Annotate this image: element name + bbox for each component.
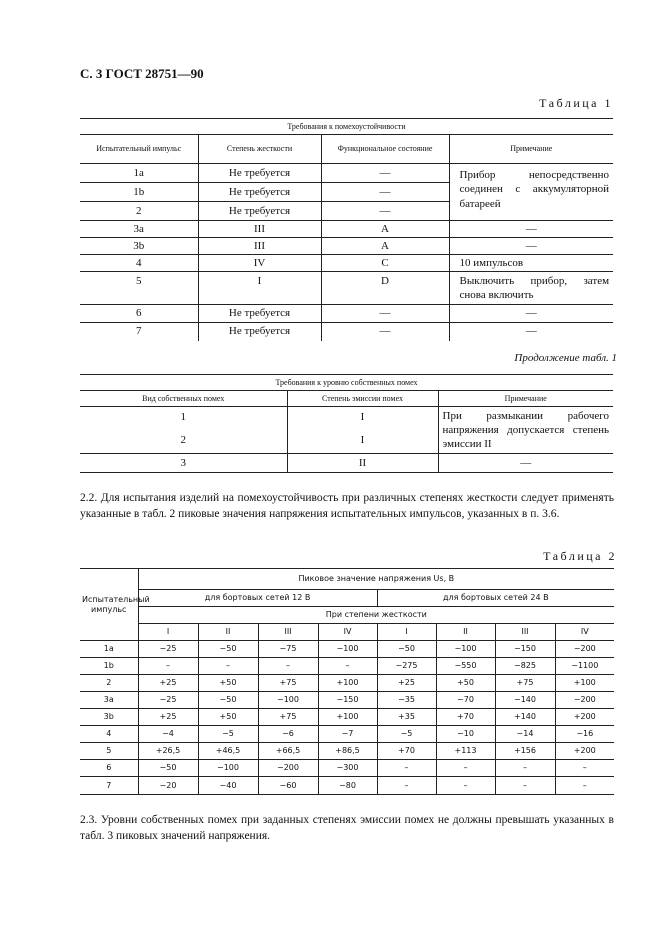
table2-cell: −25 [138, 641, 198, 658]
table2-cell: −35 [377, 692, 436, 709]
table2-row-label: 1a [80, 641, 138, 658]
table1-caption: Таблица 1 [539, 96, 613, 110]
table2-degree: IV [318, 624, 377, 641]
table2-cell: +113 [436, 743, 495, 760]
table1-cell: — [321, 183, 449, 202]
table2-cell: −100 [198, 760, 258, 777]
table1-header-note: Примечание [449, 135, 613, 164]
table1-cell: 10 импульсов [449, 255, 613, 272]
table1-cell: — [321, 305, 449, 323]
table2-cell: +50 [198, 709, 258, 726]
table2-cell: −16 [555, 726, 614, 743]
table1-cell: Не требуется [198, 164, 321, 183]
table2-cell: +50 [198, 675, 258, 692]
table1-cell: Не требуется [198, 305, 321, 323]
table2-row-label: 2 [80, 675, 138, 692]
table1-cell: Выключить прибор, затем снова включить [449, 272, 613, 305]
table2-cell: – [138, 658, 198, 675]
table2-cell: +140 [495, 709, 555, 726]
table2-cell: +66,5 [258, 743, 318, 760]
table2-cell: +200 [555, 743, 614, 760]
table2-row-label: 3a [80, 692, 138, 709]
table1-cell: — [449, 305, 613, 323]
table1b-cell: II [287, 454, 438, 473]
table2-cell: −200 [258, 760, 318, 777]
table-row [80, 407, 613, 428]
table-row [80, 709, 614, 726]
table2-row-label: 4 [80, 726, 138, 743]
table1-cell: 3a [80, 221, 198, 238]
table2-cell: +75 [495, 675, 555, 692]
table1-cell: III [198, 221, 321, 238]
table1-cell: A [321, 238, 449, 255]
table1-merged-note: Прибор непосредственно соединен с аккумуляторной батареей [449, 164, 613, 221]
table1 [80, 118, 613, 341]
table1b-header-level: Степень эмиссии помех [287, 391, 438, 407]
table2-cell: −6 [258, 726, 318, 743]
table1b-group-header: Требования к уровню собственных помех [275, 377, 418, 387]
table2-degree: I [138, 624, 198, 641]
table2-cell: – [318, 658, 377, 675]
table2-header-pulse: Испытательный импульс [82, 595, 150, 614]
table-row [80, 760, 614, 777]
table2-row-label: 6 [80, 760, 138, 777]
table2-cell: – [436, 760, 495, 777]
table2-header-severity: При степени жесткости [138, 607, 614, 624]
table2-cell: −60 [258, 777, 318, 795]
table2-cell: +200 [555, 709, 614, 726]
table2-cell: −100 [436, 641, 495, 658]
table2-degree: III [258, 624, 318, 641]
table2-header-peak: Пиковое значение напряжения Us, В [138, 569, 614, 590]
table2-caption: Таблица 2 [543, 549, 617, 563]
table1b-cell: I [287, 407, 438, 428]
table-row [80, 221, 613, 238]
table2-degree: II [436, 624, 495, 641]
table1-cell: 3b [80, 238, 198, 255]
table1-cell: 1b [80, 183, 198, 202]
table2-cell: −200 [555, 692, 614, 709]
table2-cell: −300 [318, 760, 377, 777]
table-row [80, 323, 613, 341]
table2-cell: – [555, 777, 614, 795]
table1b-header-kind: Вид собственных помех [80, 391, 287, 407]
table2-cell: +100 [555, 675, 614, 692]
paragraph-2-2: 2.2. Для испытания изделий на помехоустойчивость при различных степенях жесткости следует применять указанные в табл. 2 пиковые значения напряжения испытательных импульсов, указанных в п. 3.6. [80, 492, 614, 520]
page-header: С. 3 ГОСТ 28751—90 [80, 66, 204, 81]
table2-cell: −25 [138, 692, 198, 709]
table2-cell: +50 [436, 675, 495, 692]
table2-cell: – [555, 760, 614, 777]
table2-cell: +100 [318, 709, 377, 726]
table2-cell: −50 [138, 760, 198, 777]
table2-cell: −200 [555, 641, 614, 658]
table2-cell: −1100 [555, 658, 614, 675]
table1b-cell: 3 [80, 454, 287, 473]
table1-cell: A [321, 221, 449, 238]
table2-cell: −14 [495, 726, 555, 743]
table1-cell: Не требуется [198, 183, 321, 202]
table2-cell: – [198, 658, 258, 675]
table1-cell: — [449, 221, 613, 238]
table1-cell: I [198, 272, 321, 305]
table-row [80, 272, 613, 305]
table2-cell: – [436, 777, 495, 795]
table2-cell: +100 [318, 675, 377, 692]
table2-degree: IV [555, 624, 614, 641]
table-row [80, 255, 613, 272]
table2-cell: +35 [377, 709, 436, 726]
table2-cell: −50 [198, 641, 258, 658]
table2-cell: – [495, 777, 555, 795]
table-row [80, 777, 614, 795]
paragraph-2-3: 2.3. Уровни собственных помех при заданных степенях эмиссии помех не должны превышать указанных в табл. 3 пиковых значений напряжения. [80, 814, 614, 842]
table1-cell: Не требуется [198, 202, 321, 221]
table2-cell: +86,5 [318, 743, 377, 760]
table1-cell: III [198, 238, 321, 255]
table1-cell: IV [198, 255, 321, 272]
table2-cell: −50 [198, 692, 258, 709]
table2-cell: +70 [436, 709, 495, 726]
table2-cell: – [377, 777, 436, 795]
table2-cell: −70 [436, 692, 495, 709]
table2-cell: +25 [138, 675, 198, 692]
table2-degree: III [495, 624, 555, 641]
table1-cell: 6 [80, 305, 198, 323]
table1-cell: — [449, 323, 613, 341]
table1b-cell: I [287, 428, 438, 454]
table2-row-label: 3b [80, 709, 138, 726]
table2-row-label: 7 [80, 777, 138, 795]
table-row [80, 238, 613, 255]
table2-cell: −150 [318, 692, 377, 709]
table1-header-pulse: Испытательный импульс [80, 135, 198, 164]
table-row [80, 305, 613, 323]
table1-cell: 5 [80, 272, 198, 305]
table2-row-label: 1b [80, 658, 138, 675]
table1-cell: — [321, 202, 449, 221]
table2-cell: −80 [318, 777, 377, 795]
table2-cell: −100 [318, 641, 377, 658]
table2-cell: +75 [258, 675, 318, 692]
table1-cell: D [321, 272, 449, 305]
table2-cell: – [377, 760, 436, 777]
table2-cell: +25 [377, 675, 436, 692]
table-row [80, 641, 614, 658]
table2-cell: −40 [198, 777, 258, 795]
table-row [80, 658, 614, 675]
table1-continuation [80, 374, 613, 473]
table2-cell: −150 [495, 641, 555, 658]
table-row [80, 454, 613, 473]
table2-cell: −140 [495, 692, 555, 709]
table1-cell: — [321, 323, 449, 341]
table-row [80, 675, 614, 692]
table-row [80, 743, 614, 760]
table1-cell: C [321, 255, 449, 272]
table1-header-state: Функциональное состояние [321, 135, 449, 164]
table1b-header-note: Примечание [438, 391, 613, 407]
table2-cell: +25 [138, 709, 198, 726]
table2-cell: −100 [258, 692, 318, 709]
table1-cell: 2 [80, 202, 198, 221]
table1-continuation-caption: Продолжение табл. 1 [514, 352, 617, 364]
table1b-merged-note: При размыкании рабочего напряжения допускается степень эмиссии II [438, 407, 613, 454]
table2-degree: I [377, 624, 436, 641]
table2-cell: −5 [198, 726, 258, 743]
table1-group-header: Требования к помехоустойчивости [287, 121, 406, 131]
table2-cell: −5 [377, 726, 436, 743]
table1b-cell: 2 [180, 433, 186, 446]
table2-cell: +156 [495, 743, 555, 760]
table1-cell: 4 [80, 255, 198, 272]
table2 [80, 568, 614, 795]
table2-cell: +26,5 [138, 743, 198, 760]
table2-row-label: 5 [80, 743, 138, 760]
table2-cell: – [258, 658, 318, 675]
table1-header-severity: Степень жесткости [198, 135, 321, 164]
table2-cell: −50 [377, 641, 436, 658]
table2-cell: −7 [318, 726, 377, 743]
table1b-cell: 1 [80, 407, 287, 428]
table2-degree: II [198, 624, 258, 641]
table2-header-net24: для бортовых сетей 24 В [377, 590, 614, 607]
table2-cell: −75 [258, 641, 318, 658]
table2-cell: −275 [377, 658, 436, 675]
table1-cell: — [321, 164, 449, 183]
table1-cell: Не требуется [198, 323, 321, 341]
table-row [80, 726, 614, 743]
table1-cell: — [449, 238, 613, 255]
table2-cell: −10 [436, 726, 495, 743]
table-row [80, 692, 614, 709]
table1-cell: 1a [80, 164, 198, 183]
table1b-cell: — [438, 454, 613, 473]
table2-cell: −20 [138, 777, 198, 795]
table2-header-net12: для бортовых сетей 12 В [138, 590, 377, 607]
table2-cell: +70 [377, 743, 436, 760]
table2-cell: – [495, 760, 555, 777]
table2-cell: −825 [495, 658, 555, 675]
table-row [80, 164, 613, 183]
table2-cell: −550 [436, 658, 495, 675]
table1-cell: 7 [80, 323, 198, 341]
table2-cell: +75 [258, 709, 318, 726]
table2-cell: −4 [138, 726, 198, 743]
table2-cell: +46,5 [198, 743, 258, 760]
